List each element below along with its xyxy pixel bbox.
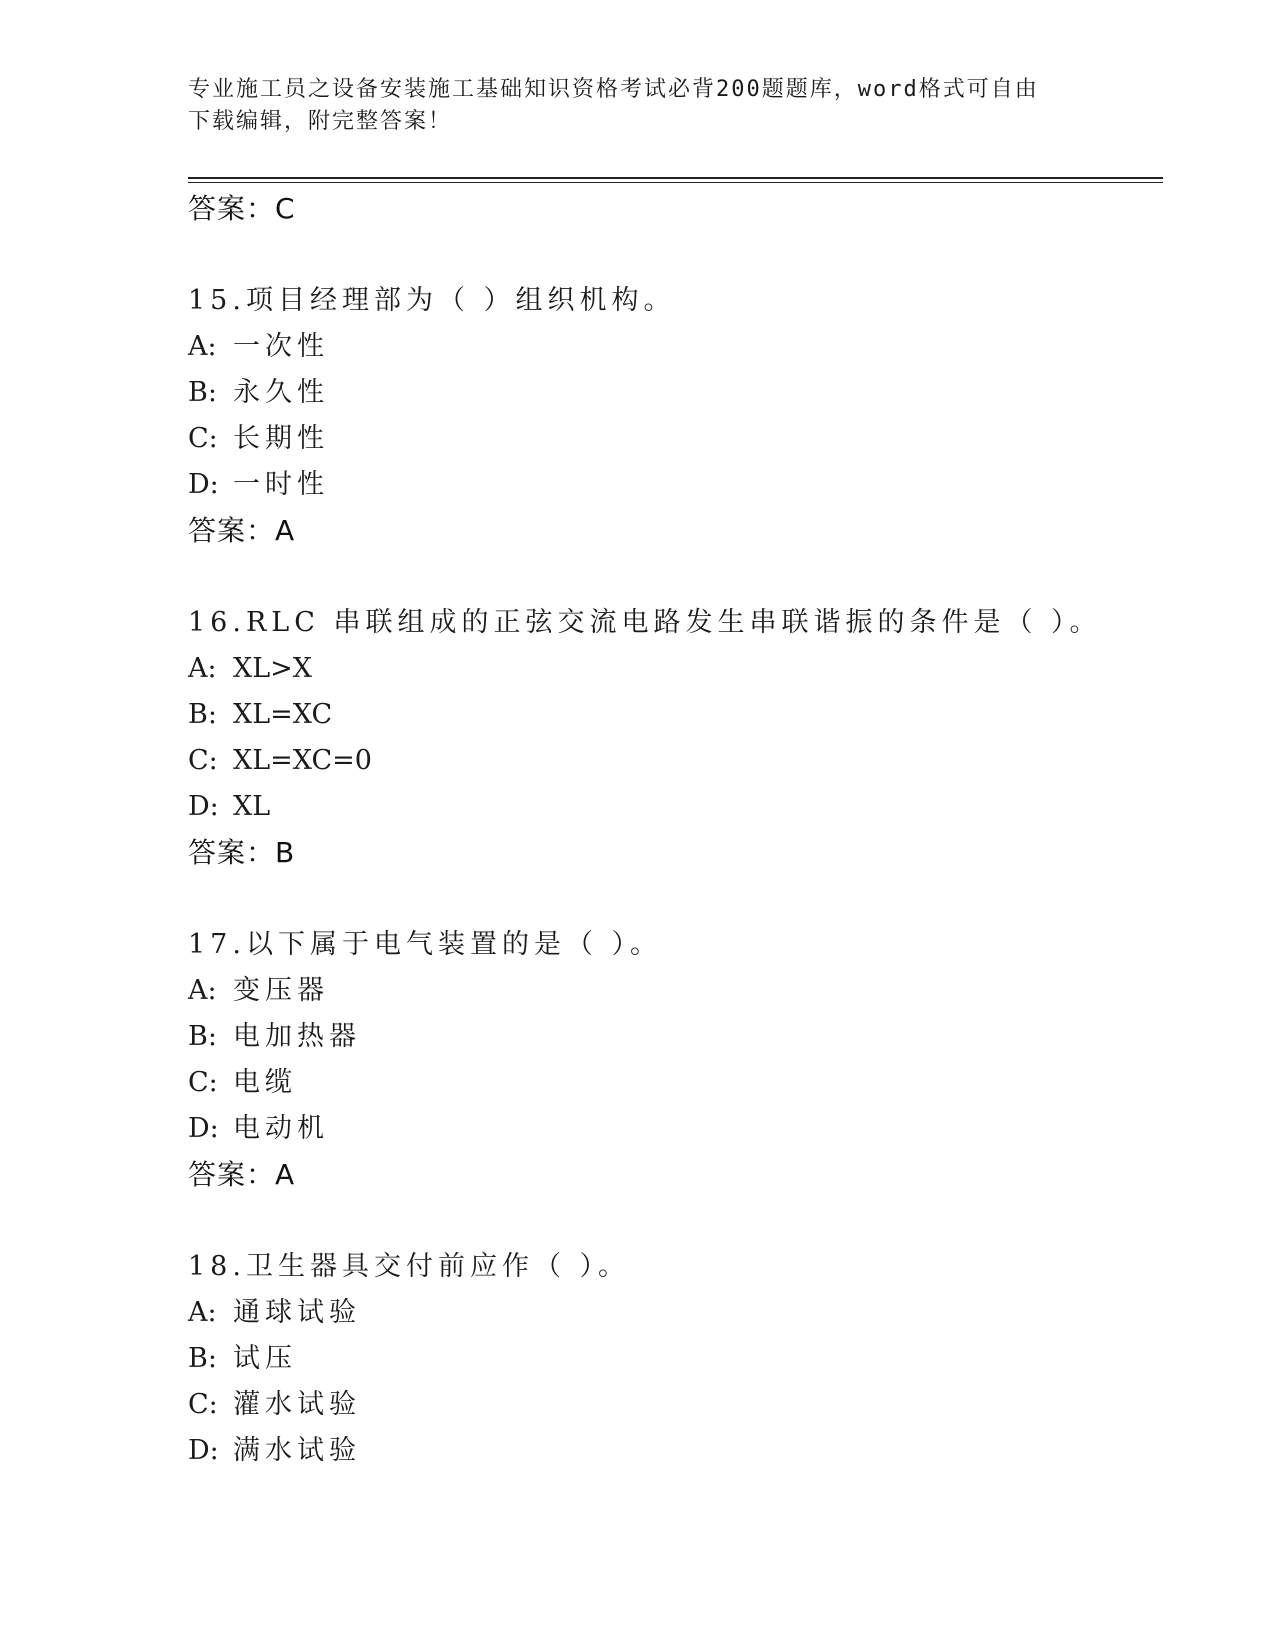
option-text: XL=XC=0 (233, 745, 372, 776)
option-15-a (188, 324, 1168, 370)
option-letter: D: (188, 1113, 219, 1144)
answer-16: 答案：B (188, 836, 296, 869)
option-letter: C: (188, 1067, 218, 1098)
option-letter: A: (188, 331, 217, 362)
option-letter: A: (188, 975, 217, 1006)
option-letter: D: (188, 469, 219, 500)
option-text: 通球试验 (233, 1297, 361, 1328)
option-18-a (188, 1290, 1168, 1336)
question-block-17 (188, 922, 1168, 1198)
option-text: 长期性 (233, 423, 329, 454)
header-divider-thick (188, 177, 1163, 179)
option-letter: B: (188, 377, 217, 408)
header-line-1: 专业施工员之设备安装施工基础知识资格考试必背200题题库，word格式可自由 (188, 77, 1039, 102)
question-list (188, 186, 1168, 1474)
option-text: 电缆 (233, 1067, 297, 1098)
option-letter: B: (188, 1343, 217, 1374)
option-text: 一次性 (233, 331, 329, 362)
question-15-text: 15.项目经理部为（ ）组织机构。 (188, 285, 676, 316)
option-17-c (188, 1060, 1168, 1106)
option-16-a (188, 646, 1168, 692)
option-text: XL=XC (233, 699, 333, 730)
option-18-c (188, 1382, 1168, 1428)
option-16-b (188, 692, 1168, 738)
option-text: 灌水试验 (233, 1389, 361, 1420)
question-18-text: 18.卫生器具交付前应作（ ）。 (188, 1251, 631, 1282)
header-line-2: 下载编辑，附完整答案！ (188, 109, 453, 134)
option-letter: B: (188, 1021, 217, 1052)
option-text: 电动机 (233, 1113, 329, 1144)
option-17-a (188, 968, 1168, 1014)
answer-15: 答案：A (188, 514, 296, 547)
option-text: 试压 (233, 1343, 297, 1374)
option-text: 永久性 (233, 377, 329, 408)
option-letter: C: (188, 745, 218, 776)
option-text: 电加热器 (233, 1021, 361, 1052)
spacer (188, 876, 1168, 922)
option-text: 满水试验 (233, 1435, 361, 1466)
option-letter: C: (188, 1389, 218, 1420)
option-letter: D: (188, 791, 219, 822)
option-letter: A: (188, 653, 217, 684)
answer-14: 答案：C (188, 192, 296, 225)
question-block-18 (188, 1244, 1168, 1474)
option-18-b (188, 1336, 1168, 1382)
option-15-d (188, 462, 1168, 508)
option-16-d (188, 784, 1168, 830)
option-15-c (188, 416, 1168, 462)
question-block-15 (188, 278, 1168, 554)
option-text: 变压器 (233, 975, 329, 1006)
option-letter: C: (188, 423, 218, 454)
document-header (188, 74, 1088, 138)
option-letter: D: (188, 1435, 219, 1466)
question-17-text: 17.以下属于电气装置的是（ ）。 (188, 929, 663, 960)
option-letter: A: (188, 1297, 217, 1328)
option-text: 一时性 (233, 469, 329, 500)
option-letter: B: (188, 699, 217, 730)
question-block-16 (188, 600, 1168, 876)
spacer (188, 1198, 1168, 1244)
header-divider-thin (188, 182, 1163, 183)
option-18-d (188, 1428, 1168, 1474)
option-17-b (188, 1014, 1168, 1060)
option-text: XL (233, 791, 271, 822)
spacer (188, 554, 1168, 600)
spacer (188, 232, 1168, 278)
question-16-text: 16.RLC 串联组成的正弦交流电路发生串联谐振的条件是（ ）。 (188, 607, 1102, 638)
option-text: XL>X (233, 653, 312, 684)
answer-17: 答案：A (188, 1158, 296, 1191)
option-17-d (188, 1106, 1168, 1152)
option-16-c (188, 738, 1168, 784)
option-15-b (188, 370, 1168, 416)
